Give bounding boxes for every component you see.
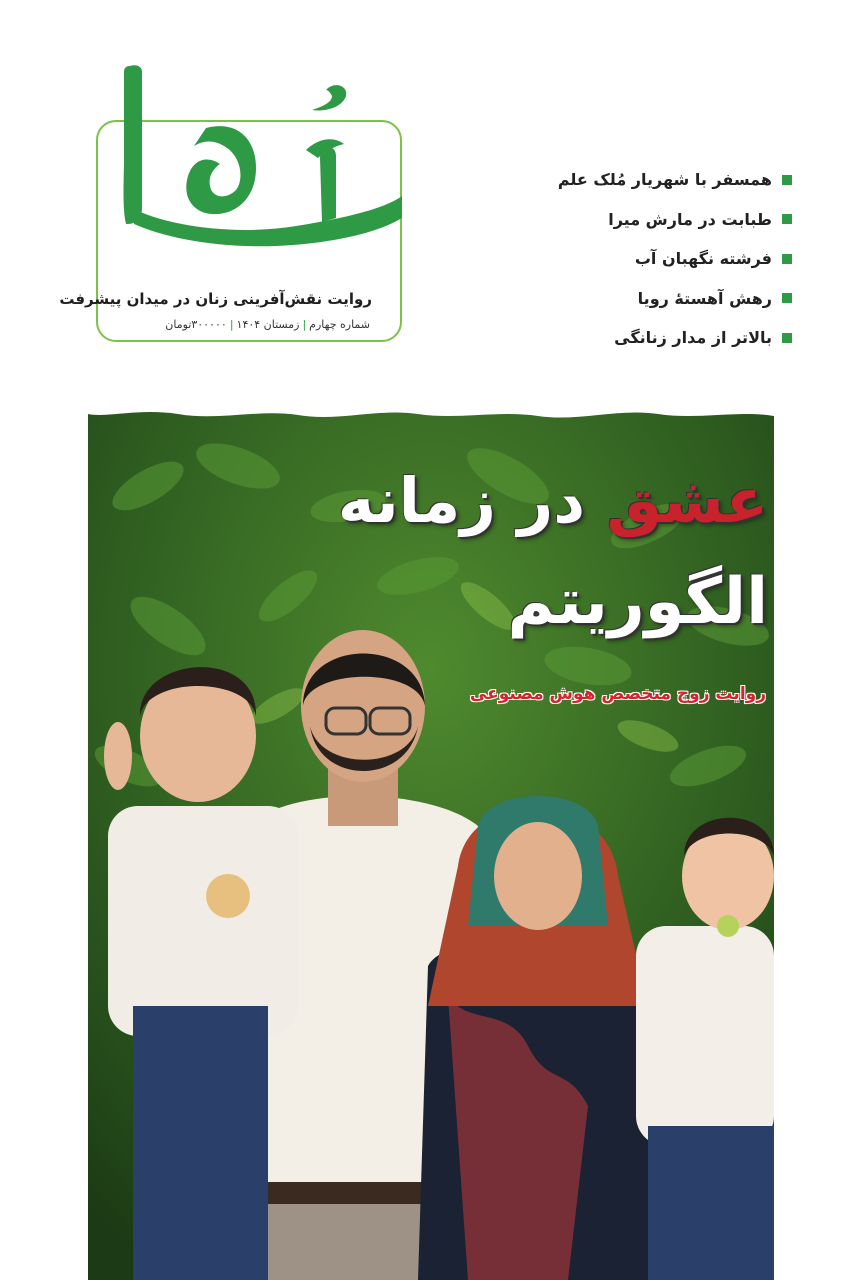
cover-title-line1: [337, 464, 768, 537]
headline-text: بالاتر از مدار زنانگی: [614, 328, 772, 348]
headline-text: فرشته نگهبان آب: [634, 249, 772, 269]
square-bullet-icon: [782, 293, 792, 303]
headline-text: طبابت در مارش میرا: [608, 209, 772, 229]
headline-item[interactable]: [492, 318, 792, 358]
issue-number: شماره چهارم: [309, 318, 370, 331]
magazine-logo: [96, 58, 416, 268]
square-bullet-icon: [782, 214, 792, 224]
issue-season: زمستان ۱۴۰۴: [236, 318, 300, 331]
headline-item[interactable]: [492, 200, 792, 240]
masthead-tagline: روایت نقش‌آفرینی زنان در میدان پیشرفت: [59, 290, 372, 308]
issue-price: ۳۰۰۰۰۰تومان: [165, 318, 227, 331]
cover-title: [337, 464, 768, 648]
square-bullet-icon: [782, 175, 792, 185]
cover-subtitle: روایت زوج متخصص هوش مصنوعی: [469, 684, 766, 704]
issue-info: شماره چهارم|زمستان ۱۴۰۴|۳۰۰۰۰۰تومان: [165, 318, 370, 331]
cover-title-line2: الگوریتم: [507, 565, 768, 639]
cover-title-accent: عشق: [606, 464, 768, 537]
headline-text: رهش آهستهٔ رویا: [637, 288, 772, 308]
cover-title-rest: در زمانه: [337, 464, 586, 537]
headline-item[interactable]: [492, 239, 792, 279]
headline-item[interactable]: [492, 279, 792, 319]
headline-list: [492, 160, 792, 358]
square-bullet-icon: [782, 254, 792, 264]
headline-text: همسفر با شهریار مُلک علم: [557, 170, 772, 190]
headline-item[interactable]: [492, 160, 792, 200]
square-bullet-icon: [782, 333, 792, 343]
